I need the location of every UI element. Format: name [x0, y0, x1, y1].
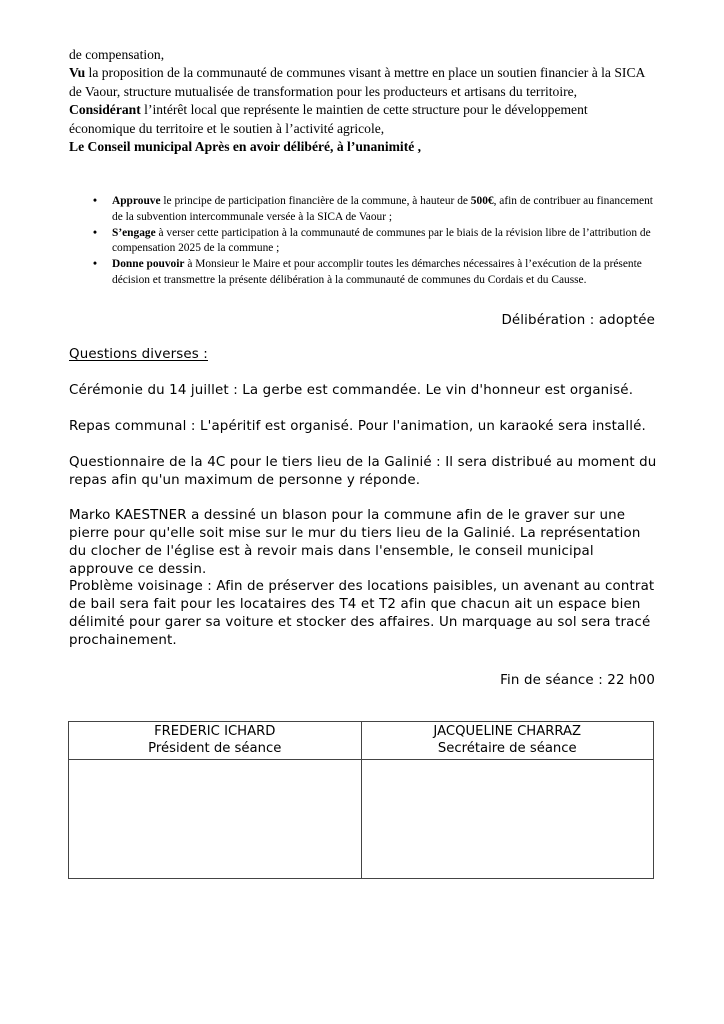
intro-line-compensation: de compensation,	[69, 47, 165, 62]
signature-header-row	[69, 722, 654, 760]
signature-box-secretary	[361, 760, 654, 879]
signatory-role: Secrétaire de séance	[437, 741, 577, 757]
conseil-statement	[69, 138, 669, 156]
signatory-name: FREDERIC ICHARD	[154, 724, 276, 739]
considerant-line-2: économique du territoire et le soutien à l’activité agricole,	[69, 120, 385, 136]
vu-line-2: de Vaour, structure mutualisée de transformation pour les producteurs et artisans du territoire,	[69, 83, 578, 99]
bullet-icon: •	[93, 258, 97, 271]
vu-keyword: Vu	[69, 65, 86, 81]
signature-table	[68, 721, 654, 879]
decision-amount: 500€	[470, 195, 494, 207]
vu-line-1	[69, 64, 669, 82]
decision-item-pouvoir	[91, 257, 656, 289]
deliberation-status: Délibération : adoptée	[501, 313, 655, 328]
signatory-name: JACQUELINE CHARRAZ	[433, 724, 582, 739]
considerant-text: l’intérêt local que représente le maintien de cette structure pour le développement	[140, 102, 588, 118]
signature-body-row	[69, 760, 654, 879]
end-of-session: Fin de séance : 22 h00	[500, 673, 655, 688]
decision-item-approuve	[91, 194, 656, 226]
decision-text: , afin de contribuer au financement de la subvention intercommunale versée à la SICA de Vaour ;	[112, 195, 653, 223]
signatory-role: Président de séance	[148, 741, 282, 757]
signature-header-secretary	[361, 722, 654, 760]
bullet-icon: •	[93, 195, 97, 207]
questions-heading: Questions diverses :	[69, 347, 208, 362]
considerant-line-1	[69, 101, 669, 119]
decision-text: le principe de participation financière de la commune, à hauteur de	[160, 195, 471, 207]
decision-list	[91, 194, 656, 289]
bullet-icon: •	[93, 226, 97, 239]
decision-item-engage	[91, 226, 656, 258]
conseil-text: Le Conseil municipal Après en avoir délibéré, à l’unanimité ,	[69, 139, 422, 155]
question-item-ceremonie: Cérémonie du 14 juillet : La gerbe est commandée. Le vin d'honneur est organisé.	[69, 383, 634, 398]
considerant-keyword: Considérant	[69, 102, 141, 118]
question-item-repas: Repas communal : L'apéritif est organisé. Pour l'animation, un karaoké sera installé.	[69, 419, 646, 434]
decision-text: à verser cette participation à la communauté de communes par le biais de la révision libre de l’attribution de compensation 2025 de la commune ;	[112, 226, 651, 255]
decision-keyword: Donne pouvoir	[112, 258, 185, 271]
question-item-questionnaire: Questionnaire de la 4C pour le tiers lieu de la Galinié : Il sera distribué au moment du repas afin qu'un maximum de personne y réponde.	[69, 455, 657, 488]
decision-keyword: Approuve	[112, 195, 161, 207]
question-item-blason: Marko KAESTNER a dessiné un blason pour la commune afin de le graver sur une pierre pour qu'elle soit mise sur le mur du tiers lieu de la Galinié. La représentation du clocher de l'église est à revoir mais dans l'ensemble, le conseil municipal approuve ce dessin.	[69, 508, 641, 577]
question-item-voisinage: Problème voisinage : Afin de préserver des locations paisibles, un avenant au contrat de bail sera fait pour les locataires des T4 et T2 afin que chacun ait un espace bien délimité pour garer sa voiture et stocker des affaires. Un marquage au sol sera tracé prochainement.	[69, 579, 655, 648]
vu-text: la proposition de la communauté de communes visant à mettre en place un soutien financier à la SICA	[85, 65, 646, 81]
intro-paragraph	[69, 46, 669, 156]
signature-header-president	[69, 722, 362, 760]
decision-text: à Monsieur le Maire et pour accomplir toutes les démarches nécessaires à l’exécution de la présente décision et transmettre la présente délibération à la communauté de communes du Cordais et du Causse.	[112, 258, 642, 286]
decision-keyword: S’engage	[112, 226, 156, 239]
signature-box-president	[69, 760, 362, 879]
